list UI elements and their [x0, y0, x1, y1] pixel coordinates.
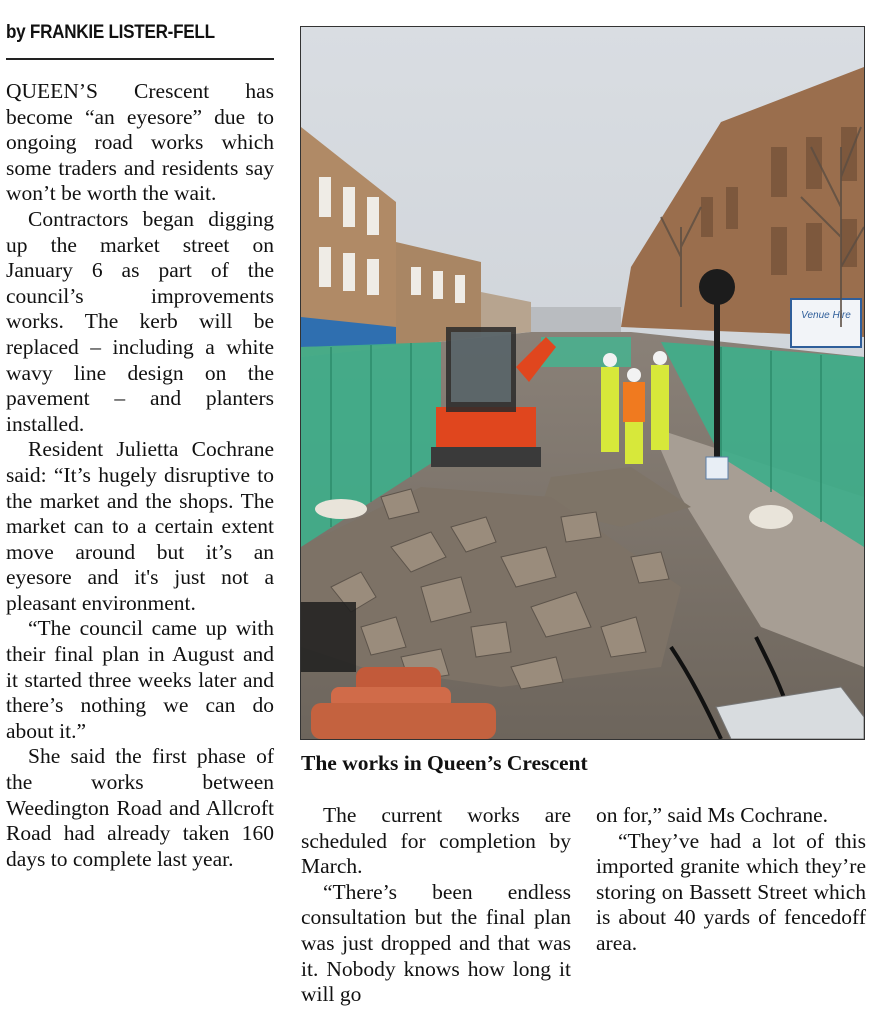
paragraph-9: “They’ve had a lot of this imported granite which they’re storing on Bassett Street which is about 40 yards of fencedoff area. [596, 828, 866, 955]
roadworks-photo [300, 26, 865, 740]
paragraph-5: She said the first phase of the works between Weedington Road and Allcroft Road had already taken 160 days to complete last year. [6, 744, 274, 871]
article-column-right [596, 803, 866, 957]
photo-caption: The works in Queen’s Crescent [301, 751, 588, 775]
byline: by FRANKIE LISTER-FELL [6, 22, 215, 43]
paragraph-3: Resident Julietta Cochrane said: “It’s hugely disruptive to the market and the shops. The market can to a certain extent move around but it’s an eyesore and it's just not a pleasant environment. [6, 437, 274, 615]
paragraph-4: “The council came up with their final plan in August and it started three weeks later and there’s nothing we can do about it.” [6, 616, 274, 743]
paragraph-7: “There’s been endless consultation but the final plan was just dropped and that was it. Nobody knows how long it will go [301, 879, 571, 1007]
paragraph-1: QUEEN’S Crescent has become “an eyesore” due to ongoing road works which some traders and residents say won’t be worth the wait. [6, 79, 274, 206]
paragraph-8: on for,” said Ms Cochrane. [596, 803, 828, 827]
paragraph-6: The current works are scheduled for completion by March. [301, 803, 571, 879]
article-column-middle [301, 803, 571, 1008]
venue-hire-sign-text: Venue Hire [801, 310, 851, 321]
article-column-left [6, 79, 274, 872]
paragraph-2: Contractors began digging up the market street on January 6 as part of the council’s improvements works. The kerb will be replaced – including a white wavy line design on the pavement – and planters installed. [6, 206, 274, 436]
byline-rule [6, 58, 274, 60]
